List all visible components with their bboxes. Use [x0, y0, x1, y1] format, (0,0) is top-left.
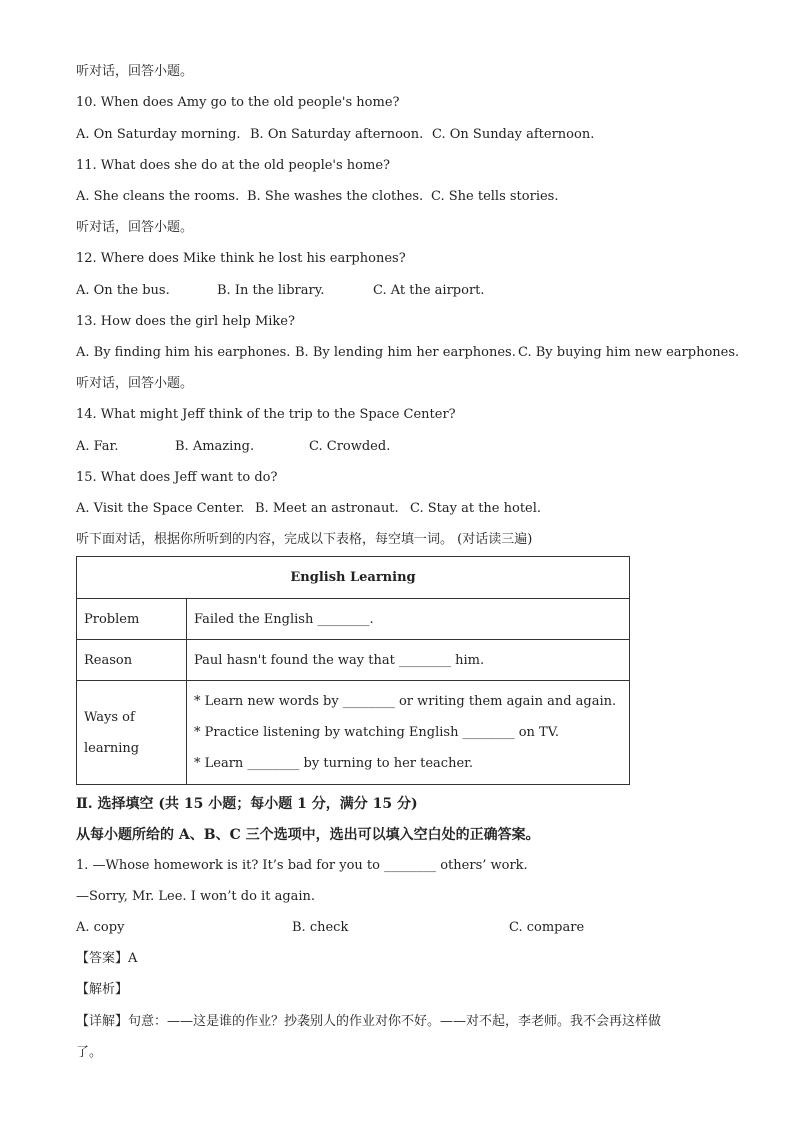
question-15: 15. What does Jeff want to do?	[76, 470, 278, 485]
q10-option-b: B. On Saturday afternoon.	[250, 127, 424, 142]
instruction-listen-3: 听对话，回答小题。	[76, 376, 194, 391]
way-item-2: * Practice listening by watching English ________ on TV.	[194, 725, 559, 740]
way-item-1: * Learn new words by ________ or writing them again and again.	[194, 694, 617, 709]
section-2-heading: Ⅱ. 选择填空 (共 15 小题；每小题 1 分，满分 15 分)	[76, 796, 418, 812]
q10-option-c: C. On Sunday afternoon.	[432, 127, 595, 142]
q13-option-c: C. By buying him new earphones.	[518, 345, 740, 360]
q15-option-b: B. Meet an astronaut.	[255, 501, 399, 516]
question-1-line-2: —Sorry, Mr. Lee. I won’t do it again.	[76, 889, 316, 904]
q1-option-b: B. check	[292, 920, 349, 935]
table-title: English Learning	[77, 557, 630, 599]
ways-label	[77, 681, 187, 785]
q15-option-c: C. Stay at the hotel.	[410, 501, 542, 516]
q12-option-a: A. On the bus.	[76, 283, 170, 298]
detail-line-2: 了。	[76, 1045, 103, 1060]
q12-option-c: C. At the airport.	[373, 283, 485, 298]
table-row	[77, 640, 630, 681]
way-item-3: * Learn ________ by turning to her teacher.	[194, 756, 474, 771]
q11-option-c: C. She tells stories.	[431, 189, 559, 204]
question-14: 14. What might Jeff think of the trip to the Space Center?	[76, 407, 456, 422]
question-11: 11. What does she do at the old people's home?	[76, 158, 390, 173]
analysis-label: 【解析】	[76, 982, 129, 997]
problem-text: Failed the English ________.	[187, 599, 630, 640]
english-learning-table	[76, 556, 630, 785]
reason-text: Paul hasn't found the way that ________ him.	[187, 640, 630, 681]
section-2-instruction: 从每小题所给的 A、B、C 三个选项中，选出可以填入空白处的正确答案。	[76, 827, 540, 843]
instruction-listen-1: 听对话，回答小题。	[76, 64, 194, 79]
q14-option-a: A. Far.	[76, 439, 119, 454]
q10-option-a: A. On Saturday morning.	[76, 127, 241, 142]
question-10: 10. When does Amy go to the old people's home?	[76, 95, 400, 110]
q13-option-a: A. By finding him his earphones.	[76, 345, 291, 360]
q11-option-b: B. She washes the clothes.	[247, 189, 424, 204]
reason-label: Reason	[77, 640, 187, 681]
instruction-table: 听下面对话，根据你所听到的内容，完成以下表格，每空填一词。 (对话读三遍)	[76, 532, 533, 547]
question-13: 13. How does the girl help Mike?	[76, 314, 295, 329]
q15-option-a: A. Visit the Space Center.	[76, 501, 245, 516]
q14-option-c: C. Crowded.	[309, 439, 391, 454]
table-row	[77, 599, 630, 640]
table-row	[77, 681, 630, 785]
problem-label: Problem	[77, 599, 187, 640]
q1-option-c: C. compare	[509, 920, 585, 935]
q1-option-a: A. copy	[76, 920, 125, 935]
q12-option-b: B. In the library.	[217, 283, 325, 298]
ways-label-line-2: learning	[84, 740, 140, 756]
detail-line-1: 【详解】句意：——这是谁的作业？抄袭别人的作业对你不好。——对不起，李老师。我不会再这样做	[76, 1014, 662, 1029]
answer-label: 【答案】A	[76, 951, 138, 966]
instruction-listen-2: 听对话，回答小题。	[76, 220, 194, 235]
ways-cell	[187, 681, 630, 785]
q14-option-b: B. Amazing.	[175, 439, 255, 454]
q11-option-a: A. She cleans the rooms.	[76, 189, 240, 204]
ways-label-line-1: Ways of	[84, 709, 135, 725]
question-12: 12. Where does Mike think he lost his earphones?	[76, 251, 406, 266]
q13-option-b: B. By lending him her earphones.	[295, 345, 516, 360]
question-1-line-1: 1. —Whose homework is it? It’s bad for you to ________ others’ work.	[76, 858, 528, 873]
